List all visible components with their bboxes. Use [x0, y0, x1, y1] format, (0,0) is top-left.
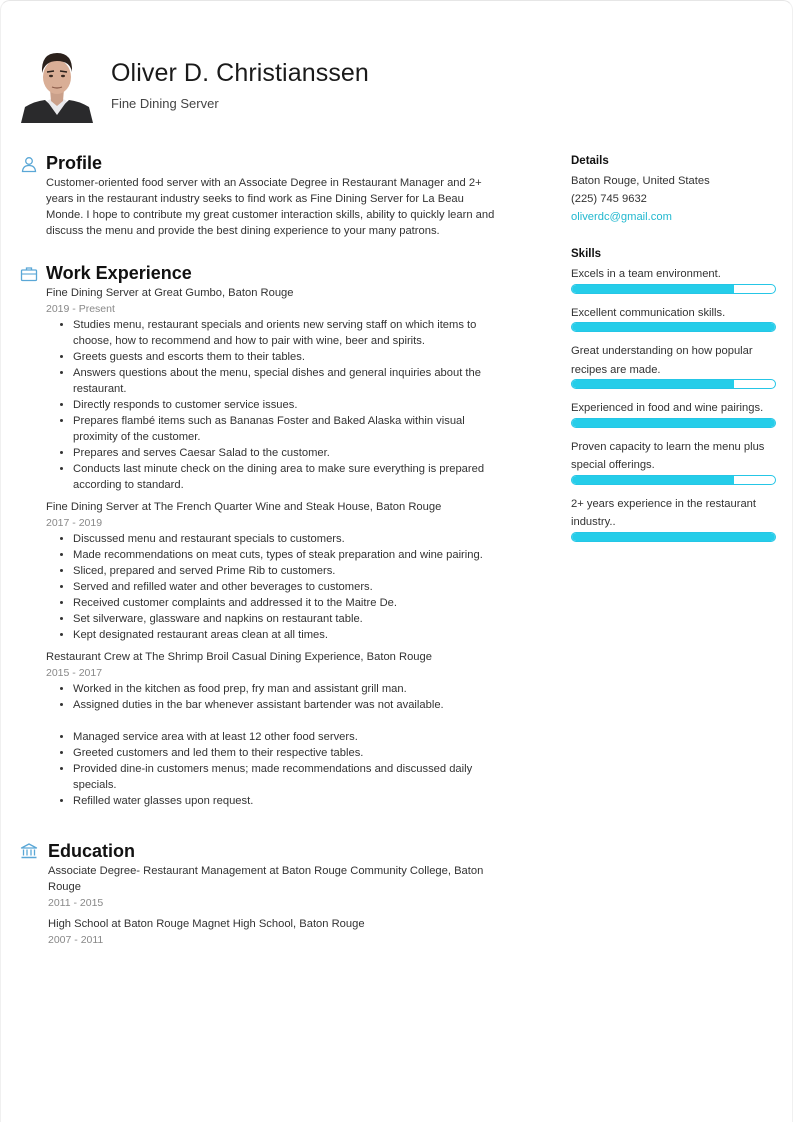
portrait-image [21, 45, 93, 123]
job-dates: 2015 - 2017 [46, 667, 103, 679]
details-heading: Details [571, 155, 609, 167]
skill-item [571, 304, 776, 333]
institution-icon [20, 842, 38, 860]
skill-label: 2+ years experience in the restaurant industry.. [571, 497, 757, 528]
skill-bar-fill [572, 285, 734, 293]
job-bullets [46, 681, 496, 809]
candidate-name: Oliver D. Christianssen [111, 59, 369, 87]
skill-label: Excellent communication skills. [571, 306, 726, 319]
list-item: • Studies menu, restaurant specials and orients new serving staff on which items to choose, how to recommend and how to pair with wine, beer and spirits. [73, 317, 496, 349]
list-item: • Conducts last minute check on the dining area to make sure everything is prepared according to standard. [73, 461, 496, 493]
skill-bar [571, 284, 776, 294]
avatar [21, 45, 93, 123]
job-dates: 2017 - 2019 [46, 517, 103, 529]
skill-bar [571, 379, 776, 389]
list-item: • Made recommendations on meat cuts, types of steak preparation and wine pairing. [73, 547, 496, 563]
skill-bar-fill [572, 533, 775, 541]
skill-bar-fill [572, 419, 775, 427]
skill-bar [571, 322, 776, 332]
job-entry [46, 285, 496, 493]
skill-item [571, 342, 776, 389]
details-email-link[interactable]: oliverdc@gmail.com [571, 211, 672, 223]
job-title: Fine Dining Server at Great Gumbo, Baton Rouge [46, 287, 294, 299]
education-entry [48, 916, 496, 948]
work-heading-text: Work Experience [46, 263, 192, 283]
skill-item [571, 265, 776, 294]
list-item: • Assigned duties in the bar whenever assistant bartender was not available. [73, 697, 496, 713]
main-column [46, 151, 496, 948]
list-item: • Directly responds to customer service issues. [73, 397, 496, 413]
skill-bar-fill [572, 380, 734, 388]
list-item: • Provided dine-in customers menus; made recommendations and discussed daily specials. [73, 761, 496, 793]
skill-bar [571, 475, 776, 485]
briefcase-icon [20, 265, 38, 283]
skill-label: Experienced in food and wine pairings. [571, 402, 764, 414]
profile-section [46, 151, 496, 239]
skill-bar [571, 418, 776, 428]
skill-item [571, 399, 776, 428]
job-bullets [46, 317, 496, 493]
list-item: • Sliced, prepared and served Prime Rib to customers. [73, 563, 496, 579]
education-heading-text: Education [48, 841, 136, 861]
skills-section [571, 246, 776, 542]
job-title: Restaurant Crew at The Shrimp Broil Casual Dining Experience, Baton Rouge [46, 651, 432, 663]
list-item: • Managed service area with at least 12 other food servers. [73, 729, 496, 745]
skill-label: Great understanding on how popular recipes are made. [571, 345, 753, 376]
skill-bar-fill [572, 476, 734, 484]
list-item: • Worked in the kitchen as food prep, fry man and assistant grill man. [73, 681, 496, 697]
sidebar-column [571, 153, 776, 552]
details-section [571, 153, 776, 226]
work-heading [46, 261, 496, 285]
education-entry [48, 863, 496, 911]
details-phone: (225) 745 9632 [571, 193, 647, 205]
person-icon [20, 155, 38, 173]
profile-text: Customer-oriented food server with an Associate Degree in Restaurant Manager and 2+ years in the restaurant industry seeks to find work as Fine Dining Server for La Beau Monde. I hope to contribute my great customer interaction skills, ability to quickly learn and discuss the menu and provide the best dining experience to your many patrons. [46, 177, 495, 237]
profile-heading-text: Profile [46, 153, 103, 173]
skill-item [571, 495, 776, 542]
skill-label: Proven capacity to learn the menu plus special offerings. [571, 440, 765, 471]
list-item: • Refilled water glasses upon request. [73, 793, 496, 809]
list-item: • Greeted customers and led them to their respective tables. [73, 745, 496, 761]
list-item: • Discussed menu and restaurant specials to customers. [73, 531, 496, 547]
skill-item [571, 438, 776, 485]
list-item: • Answers questions about the menu, special dishes and general inquiries about the restaurant. [73, 365, 496, 397]
skill-label: Excels in a team environment. [571, 268, 721, 280]
education-title: High School at Baton Rouge Magnet High School, Baton Rouge [48, 918, 365, 930]
skills-heading: Skills [571, 248, 602, 260]
list-item: • Received customer complaints and addressed it to the Maitre De. [73, 595, 496, 611]
work-experience-section [46, 261, 496, 809]
list-item: • Served and refilled water and other beverages to customers. [73, 579, 496, 595]
job-dates: 2019 - Present [46, 303, 115, 315]
skill-bar-fill [572, 323, 775, 331]
list-item: • Set silverware, glassware and napkins on restaurant table. [73, 611, 496, 627]
candidate-job-title: Fine Dining Server [111, 96, 219, 111]
job-bullets [46, 531, 496, 643]
list-item: • Greets guests and escorts them to their tables. [73, 349, 496, 365]
education-dates: 2011 - 2015 [48, 897, 104, 909]
job-title: Fine Dining Server at The French Quarter Wine and Steak House, Baton Rouge [46, 501, 442, 513]
education-title: Associate Degree- Restaurant Management at Baton Rouge Community College, Baton Rouge [48, 865, 484, 893]
job-entry [46, 499, 496, 643]
list-item: • Prepares and serves Caesar Salad to the customer. [73, 445, 496, 461]
details-location: Baton Rouge, United States [571, 175, 710, 187]
education-section [46, 839, 496, 948]
list-item: • Prepares flambé items such as Bananas Foster and Baked Alaska within visual proximity of the customer. [73, 413, 496, 445]
profile-heading [46, 151, 496, 175]
skill-bar [571, 532, 776, 542]
education-dates: 2007 - 2011 [48, 934, 104, 946]
job-entry [46, 649, 496, 809]
list-item: • Kept designated restaurant areas clean at all times. [73, 627, 496, 643]
education-heading [48, 839, 496, 863]
